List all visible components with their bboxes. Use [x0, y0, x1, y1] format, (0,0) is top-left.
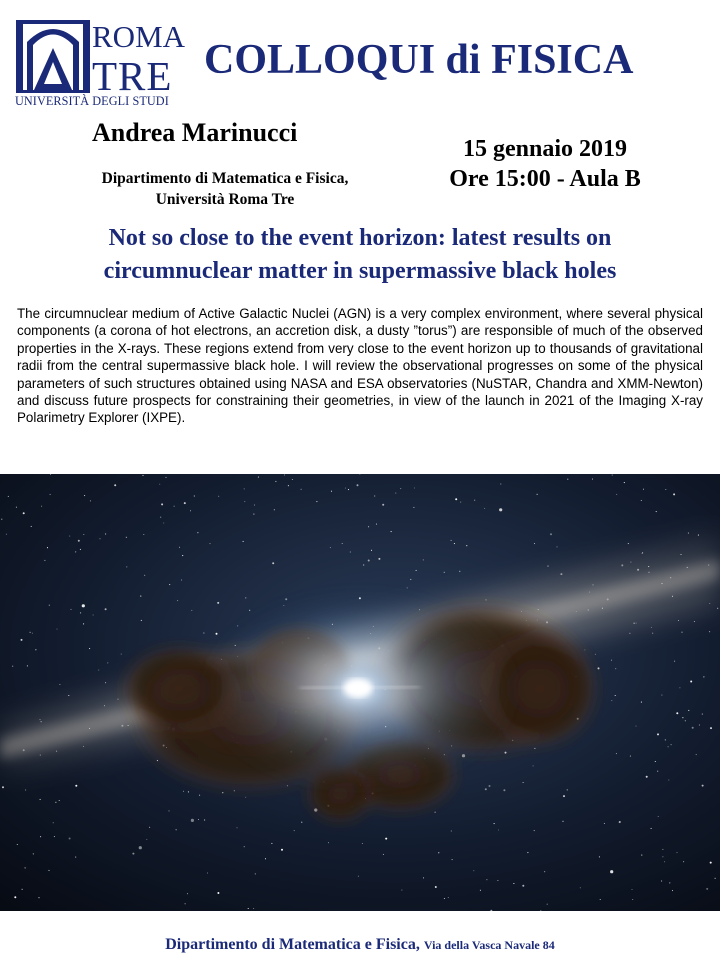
affiliation-line-2: Università Roma Tre: [155, 191, 295, 208]
footer: [0, 936, 720, 954]
affiliation-line-1: Dipartimento di Matematica e Fisica,: [101, 170, 349, 187]
roma-tre-logo: [14, 18, 186, 110]
agn-artwork-image: [0, 474, 720, 911]
logo-university-text: UNIVERSITÀ DEGLI STUDI: [15, 94, 169, 108]
speaker-affiliation: [60, 168, 390, 210]
talk-title-line-2: circumnuclear matter in supermassive black holes: [103, 258, 617, 284]
colloquium-title: COLLOQUI di FISICA: [204, 37, 634, 83]
footer-department: Dipartimento di Matematica e Fisica,: [165, 936, 424, 953]
event-info: [420, 134, 670, 194]
talk-title: [20, 222, 700, 288]
talk-abstract: The circumnuclear medium of Active Galactic Nuclei (AGN) is a very complex environment, where several physical components (a corona of hot electrons, an accretion disk, a dusty ”torus”) are responsible of much of the observed properties in the X-rays. These regions extend from very close to the event horizon up to thousands of gravitational radii from the central supermassive black hole. I will review the observational progresses on some of the physical parameters of such structures obtained using NASA and ESA observatories (NuSTAR, Chandra and XMM-Newton) and discuss future prospects for constraining their geometries, in view of the launch in 2021 of the Imaging X-ray Polarimetry Explorer (IXPE).: [17, 306, 703, 426]
roma-tre-arch-icon: [14, 18, 92, 94]
logo-tre-text: TRE: [92, 53, 173, 99]
event-time-place: Ore 15:00 - Aula B: [449, 166, 641, 192]
logo-roma-text: ROMA: [92, 19, 186, 54]
speaker-name: Andrea Marinucci: [92, 118, 298, 147]
talk-title-line-1: Not so close to the event horizon: latest results on: [108, 225, 612, 251]
event-date: 15 gennaio 2019: [462, 136, 627, 162]
footer-address: Via della Vasca Navale 84: [423, 938, 555, 952]
